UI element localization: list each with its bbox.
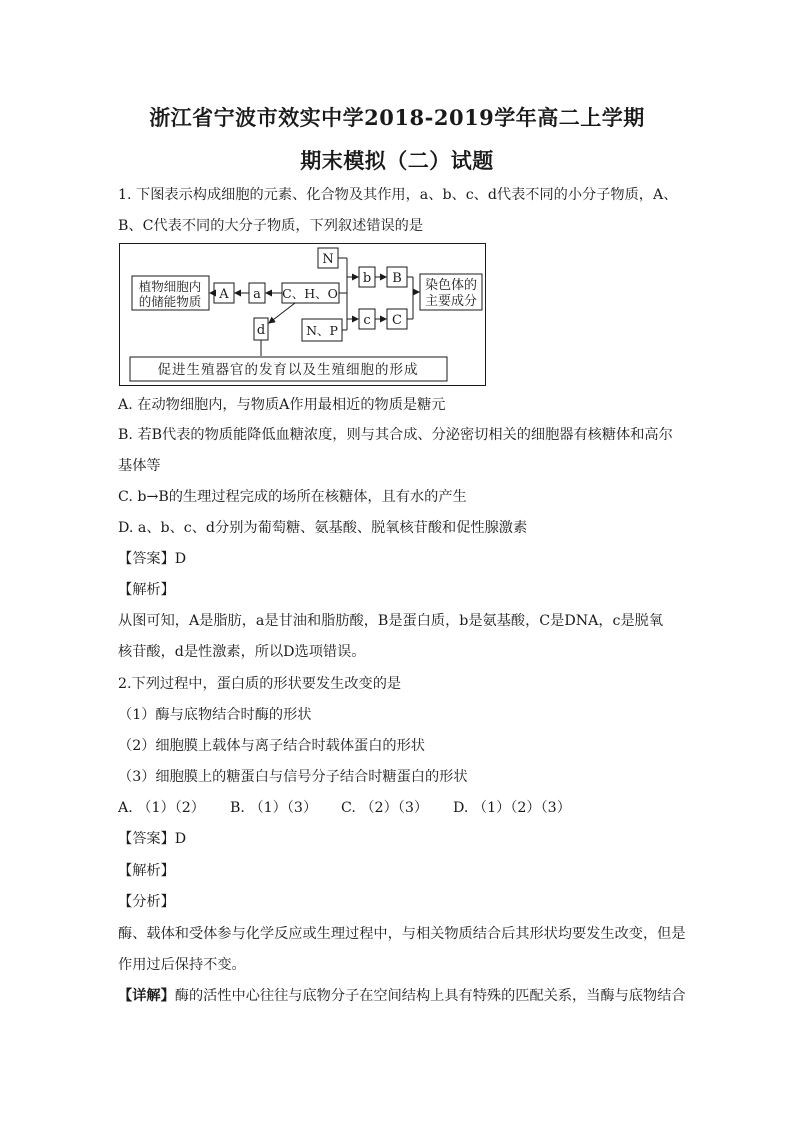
diagram-label-b: b xyxy=(362,271,372,286)
diagram-label-chromosome-l2: 主要成分 xyxy=(424,294,478,309)
q2-detail-text: 酶的活性中心往往与底物分子在空间结构上具有特殊的匹配关系，当酶与底物结合 xyxy=(174,988,686,1004)
q2-option-b: B. （1）（3） xyxy=(230,800,318,816)
q1-analysis-line1: 从图可知，A是脂肪，a是甘油和脂肪酸，B是蛋白质，b是氨基酸，C是DNA，c是脱氧 xyxy=(118,613,664,629)
q1-stem-line1: 1. 下图表示构成细胞的元素、化合物及其作用，a、b、c、d代表不同的小分子物质，A、 xyxy=(118,187,678,203)
diagram-label-N: N xyxy=(322,252,334,267)
q2-detail-line1 xyxy=(118,987,686,1005)
q1-option-d: D. a、b、c、d分别为葡萄糖、氨基酸、脱氧核苷酸和促性腺激素 xyxy=(118,520,528,536)
diagram-label-c: c xyxy=(363,313,371,328)
q2-item-2: （2）细胞膜上载体与离子结合时载体蛋白的形状 xyxy=(118,738,425,754)
exam-title-line1: 浙江省宁波市效实中学2018-2019学年高二上学期 xyxy=(149,105,645,130)
diagram-label-d: d xyxy=(256,323,266,338)
q1-option-b-line1: B. 若B代表的物质能降低血糖浓度，则与其合成、分泌密切相关的细胞器有核糖体和高尔 xyxy=(118,427,673,443)
q1-option-a: A. 在动物细胞内，与物质A作用最相近的物质是糖元 xyxy=(118,397,446,413)
diagram-label-bottom: 促进生殖器官的发育以及生殖细胞的形成 xyxy=(157,362,419,378)
diagram-label-storage-l1: 植物细胞内 xyxy=(138,279,202,294)
diagram-label-chromosome-l1: 染色体的 xyxy=(424,278,478,293)
diagram-label-CHO: C、H、O xyxy=(282,286,338,301)
q1-diagram xyxy=(119,243,487,386)
q2-options xyxy=(118,799,571,817)
q2-fenxi-line1: 酶、载体和受体参与化学反应或生理过程中，与相关物质结合后其形状均要发生改变，但是 xyxy=(118,926,686,942)
diagram-label-NP: N、P xyxy=(306,323,338,338)
q2-fenxi-label: 【分析】 xyxy=(118,894,175,910)
q2-option-a: A. （1）（2） xyxy=(118,800,205,816)
diagram-label-C: C xyxy=(392,313,402,328)
q1-answer: 【答案】D xyxy=(118,551,187,567)
q1-stem-line2: B、C代表不同的大分子物质，下列叙述错误的是 xyxy=(118,218,424,234)
q2-answer: 【答案】D xyxy=(118,831,187,847)
q2-stem: 2.下列过程中，蛋白质的形状要发生改变的是 xyxy=(118,676,402,692)
exam-title-line2: 期末模拟（二）试题 xyxy=(300,148,494,173)
q1-option-b-line2: 基体等 xyxy=(118,458,161,474)
q2-fenxi-line2: 作用过后保持不变。 xyxy=(118,957,246,973)
diagram-label-storage-l2: 的储能物质 xyxy=(138,294,202,309)
diagram-label-A: A xyxy=(219,287,229,302)
q2-detail-label: 【详解】 xyxy=(118,988,175,1004)
q1-analysis-label: 【解析】 xyxy=(118,582,175,598)
diagram-label-B: B xyxy=(392,271,402,286)
q1-option-c: C. b→B的生理过程完成的场所在核糖体，且有水的产生 xyxy=(118,489,467,505)
diagram-label-a: a xyxy=(253,287,261,302)
q2-option-c: C. （2）（3） xyxy=(341,800,429,816)
q2-option-d: D. （1）（2）（3） xyxy=(453,800,571,816)
q2-item-1: （1）酶与底物结合时酶的形状 xyxy=(118,707,312,723)
q2-analysis-label: 【解析】 xyxy=(118,863,175,879)
q2-item-3: （3）细胞膜上的糖蛋白与信号分子结合时糖蛋白的形状 xyxy=(118,769,468,785)
q1-analysis-line2: 核苷酸，d是性激素，所以D选项错误。 xyxy=(118,644,366,660)
